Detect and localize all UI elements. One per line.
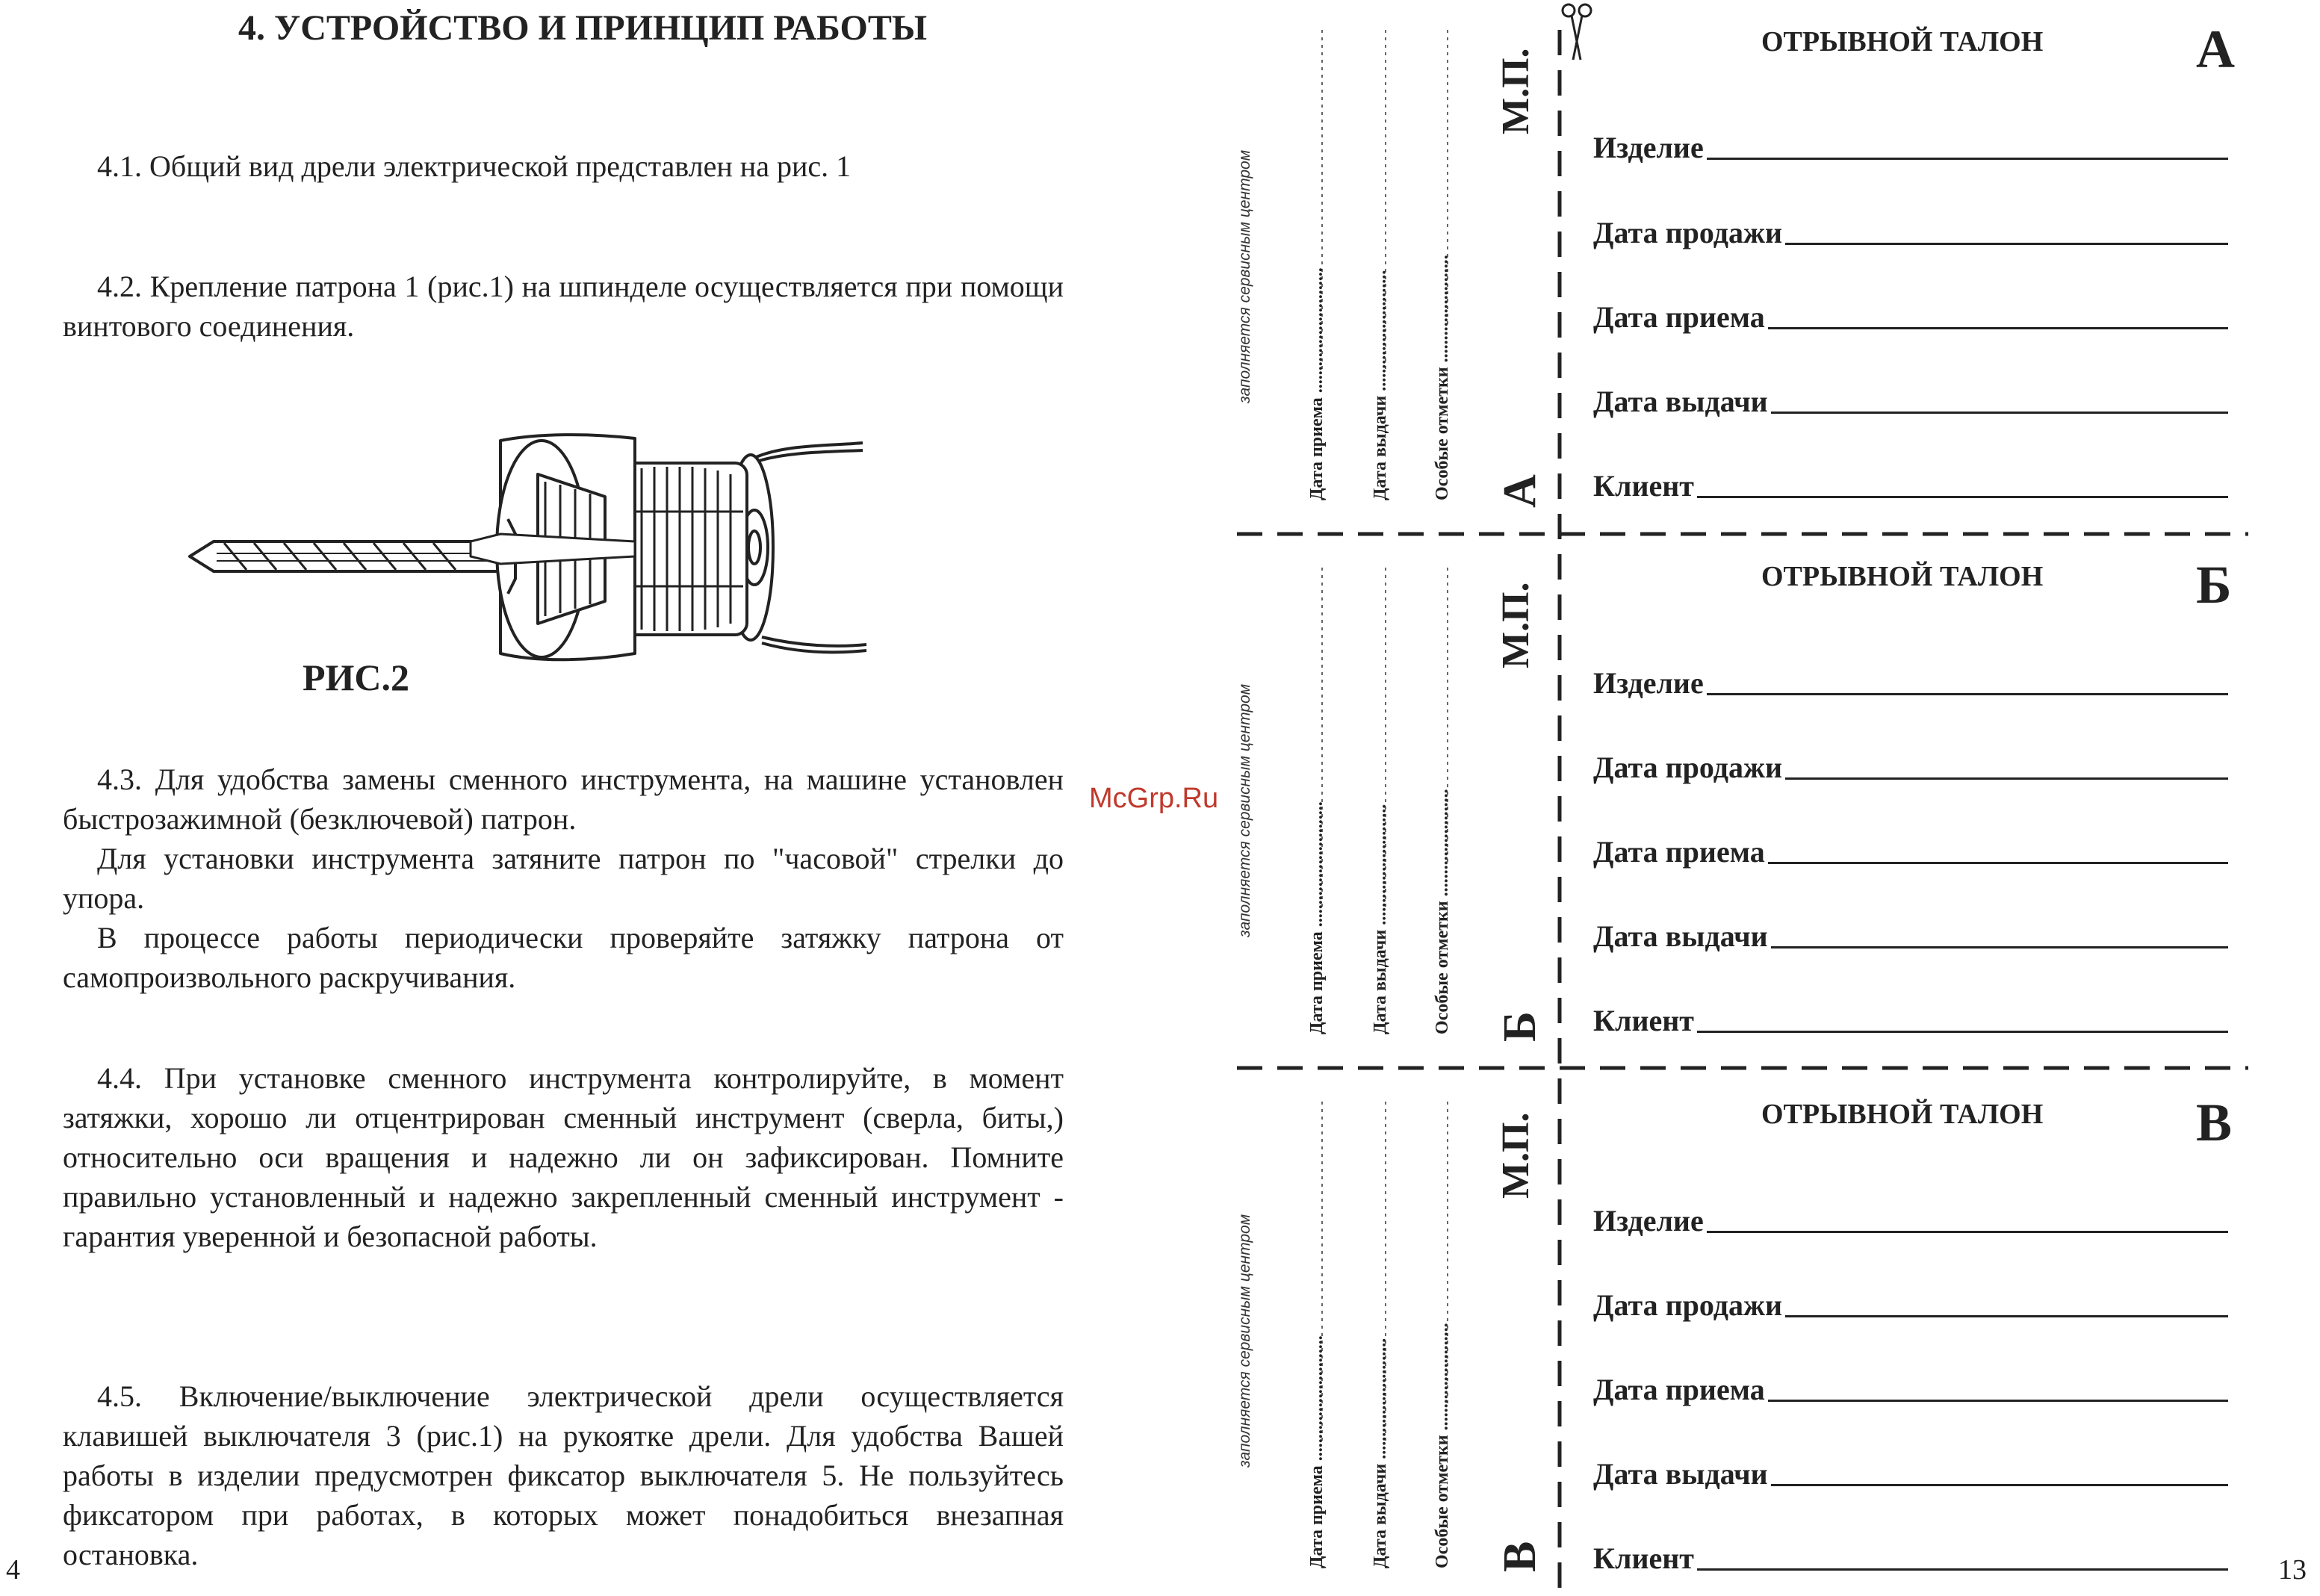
field-label: Дата приема [1593,1373,1765,1406]
field-label: Клиент [1593,469,1694,503]
field-label: Дата продажи [1593,751,1783,784]
watermark: McGrp.Ru [1089,783,1219,814]
field-label: Изделие [1593,131,1704,164]
coupon-a-issue-date-field[interactable] [1593,372,2228,417]
coupon-a-receipt-date-field[interactable] [1593,288,2228,332]
field-label: Изделие [1593,1204,1704,1238]
stub-special-notes-a: Особые отметки ........................ [1433,255,1452,500]
paragraph-4-4: 4.4. При установке сменного инструмента контролируйте, в момент затяжки, хорошо ли отцентрирован сменный инструмент (сверла, биты,) относительно оси вращения и надежно ли он зафиксирован. Помните правильно установленный и надежно закрепленный сменный инструмент - гарантия уверенной и безопасной работы. [63,1061,1064,1253]
coupon-letter-b: Б [2196,555,2232,615]
coupon-title-c: ОТРЫВНОЙ ТАЛОН [1761,1099,2044,1130]
coupon-a-product-field[interactable] [1593,118,2228,163]
stub-date-issued-b: Дата выдачи ........................... [1371,804,1390,1034]
stamp-label-a: М.П. [1495,48,1537,134]
coupon-b-sale-date-field[interactable] [1593,738,2228,783]
stamp-label-b: М.П. [1495,582,1537,668]
field-label: Дата выдачи [1593,385,1768,418]
stub-date-received-b: Дата приема ............................ [1307,801,1327,1034]
coupon-c-receipt-date-field[interactable] [1593,1360,2228,1405]
coupon-c-sale-date-field[interactable] [1593,1276,2228,1320]
coupon-letter-a: А [2196,19,2235,79]
stub-date-issued-c: Дата выдачи ........................... [1371,1338,1390,1568]
coupon-c-product-field[interactable] [1593,1191,2228,1236]
stub-letter-b: Б [1495,1011,1545,1042]
stub-note-b: заполняется сервисным центром [1236,683,1253,937]
coupon-a-sale-date-field[interactable] [1593,203,2228,248]
field-label: Дата выдачи [1593,1457,1768,1491]
coupon-b-receipt-date-field[interactable] [1593,822,2228,867]
page-number-right: 13 [2278,1554,2307,1586]
stub-special-notes-c: Особые отметки ........................ [1433,1323,1452,1568]
coupon-c-client-field[interactable] [1593,1529,2228,1574]
paragraph-4-3: 4.3. Для удобства замены сменного инструмента, на машине установлен быстрозажимной (безключевой) патрон. Для установки инструмента затяните патрон по "часовой" стрелки до упора. В процессе работы периодически проверяйте затяжку патрона от самопроизвольного раскручивания. [63,763,1064,994]
stub-letter-a: А [1495,474,1545,508]
field-label: Изделие [1593,666,1704,700]
page-number-left: 4 [6,1554,20,1586]
stamp-label-c: М.П. [1495,1112,1537,1199]
section-title: 4. УСТРОЙСТВО И ПРИНЦИП РАБОТЫ [238,8,928,48]
stub-date-issued-a: Дата выдачи ........................... [1371,270,1390,500]
field-label: Клиент [1593,1541,1694,1575]
coupon-title-a: ОТРЫВНОЙ ТАЛОН [1761,26,2044,58]
field-label: Дата приема [1593,835,1765,869]
coupon-b-issue-date-field[interactable] [1593,907,2228,951]
field-label: Дата приема [1593,300,1765,334]
stub-date-received-c: Дата приема ............................ [1307,1335,1327,1568]
field-label: Дата продажи [1593,216,1783,249]
stub-note-a: заполняется сервисным центром [1236,149,1253,403]
coupon-letter-c: В [2196,1093,2233,1152]
coupon-a-client-field[interactable] [1593,456,2228,501]
coupon-b-product-field[interactable] [1593,653,2228,698]
field-label: Клиент [1593,1004,1694,1037]
paragraph-4-2: 4.2. Крепление патрона 1 (рис.1) на шпинделе осуществляется при помощи винтового соединения. [63,270,1064,343]
paragraph-4-1: 4.1. Общий вид дрели электрической представлен на рис. 1 [97,149,852,183]
coupon-title-b: ОТРЫВНОЙ ТАЛОН [1761,561,2044,592]
stub-note-c: заполняется сервисным центром [1236,1214,1253,1468]
field-label: Дата продажи [1593,1288,1783,1322]
figure-caption: РИС.2 [303,656,410,698]
stub-letter-c: В [1495,1541,1545,1572]
stub-special-notes-b: Особые отметки ........................ [1433,789,1452,1034]
coupon-c-issue-date-field[interactable] [1593,1444,2228,1489]
stub-date-received-a: Дата приема ............................ [1307,267,1327,500]
coupon-b-client-field[interactable] [1593,991,2228,1036]
paragraph-4-5: 4.5. Включение/выключение электрической дрели осуществляется клавишей выключателя 3 (рис.1) на рукоятке дрели. Для удобства Вашей работы в изделии предусмотрен фиксатор выключателя 5. Не пользуйтесь фиксатором при работах, в которых может понадобиться внезапная остановка. [63,1379,1064,1571]
field-label: Дата выдачи [1593,919,1768,953]
